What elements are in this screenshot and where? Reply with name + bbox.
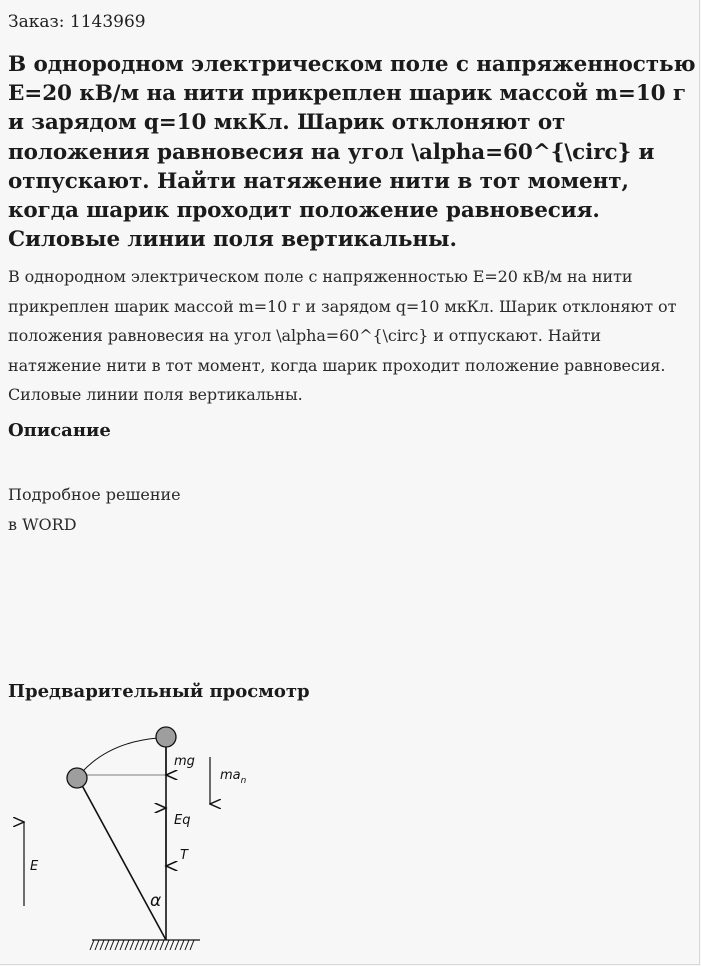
ma-label: $ma_n$ bbox=[220, 768, 247, 786]
hatch-stroke bbox=[140, 940, 144, 950]
hatch-stroke bbox=[110, 940, 114, 950]
hatch-stroke bbox=[145, 940, 149, 950]
order-number: Заказ: 1143969 bbox=[8, 12, 146, 32]
thread-deflected bbox=[78, 778, 166, 940]
hatch-stroke bbox=[165, 940, 169, 950]
swing-arc bbox=[82, 738, 158, 772]
eq-label: Eq bbox=[174, 813, 191, 828]
problem-title: В однородном электрическом поле с напряженностью E=20 кВ/м на нити прикреплен шарик массой m=10 г и зарядом q=10 мкКл. Шарик отклоняют от положения равновесия на угол \alpha=60^{\circ} и отпускают. Найти натяжение нити в тот момент, когда шарик проходит положение равновесия. Силовые линии поля вертикальны. bbox=[8, 52, 696, 253]
hatch-stroke bbox=[130, 940, 134, 950]
description-text bbox=[8, 480, 181, 539]
t-label: T bbox=[180, 848, 188, 863]
hatch-stroke bbox=[155, 940, 159, 950]
hatch-stroke bbox=[135, 940, 139, 950]
problem-text: В однородном электрическом поле с напряженностью E=20 кВ/м на нити прикреплен шарик массой m=10 г и зарядом q=10 мкКл. Шарик отклоняют от положения равновесия на угол \alpha=60^{\circ} и отпускают. Найти натяжение нити в тот момент, когда шарик проходит положение равновесия. Силовые линии поля вертикальны. bbox=[8, 267, 677, 404]
pendulum-diagram bbox=[0, 720, 701, 966]
hatch-stroke bbox=[120, 940, 124, 950]
hatch-stroke bbox=[115, 940, 119, 950]
description-heading: Описание bbox=[8, 420, 111, 441]
alpha-label: α bbox=[150, 891, 162, 911]
mg-label: mg bbox=[174, 754, 195, 769]
ball-equilibrium bbox=[156, 727, 176, 747]
description-line-2: в WORD bbox=[8, 514, 77, 534]
hatch-stroke bbox=[150, 940, 154, 950]
e-label: E bbox=[30, 859, 39, 874]
preview-heading: Предварительный просмотр bbox=[8, 681, 310, 702]
hatch-stroke bbox=[100, 940, 104, 950]
hatch-stroke bbox=[175, 940, 179, 950]
hatch-stroke bbox=[180, 940, 184, 950]
hatch-stroke bbox=[190, 940, 194, 950]
hatch-stroke bbox=[105, 940, 109, 950]
hatch-stroke bbox=[125, 940, 129, 950]
description-line-1: Подробное решение bbox=[8, 485, 181, 504]
ground-hatching bbox=[90, 940, 200, 950]
hatch-stroke bbox=[90, 940, 94, 950]
preview-image bbox=[0, 720, 701, 966]
hatch-stroke bbox=[95, 940, 99, 950]
ball-deflected bbox=[67, 768, 87, 788]
hatch-stroke bbox=[185, 940, 189, 950]
hatch-stroke bbox=[170, 940, 174, 950]
hatch-stroke bbox=[160, 940, 164, 950]
